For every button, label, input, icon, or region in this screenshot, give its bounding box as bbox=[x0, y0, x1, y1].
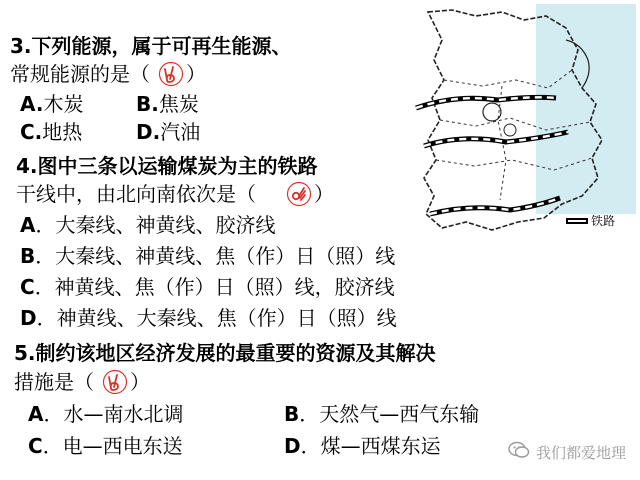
option-letter: A bbox=[20, 213, 36, 237]
q4-option-d bbox=[20, 308, 397, 328]
q5-option-a bbox=[28, 404, 183, 424]
option-text: 地热 bbox=[42, 120, 83, 144]
option-letter: A bbox=[28, 402, 44, 426]
railway-map-drawing bbox=[406, 0, 640, 246]
option-text: ．电—西电东送 bbox=[42, 434, 183, 458]
option-letter: D. bbox=[136, 120, 161, 144]
q4-stem-line2-end: ） bbox=[314, 182, 334, 206]
option-text: ．水—南水北调 bbox=[43, 402, 184, 426]
q4-option-b bbox=[20, 246, 395, 266]
q5-option-d bbox=[284, 436, 441, 456]
option-text: ．大秦线、神黄线、焦（作）日（照）线 bbox=[35, 244, 396, 268]
wechat-icon bbox=[508, 440, 530, 464]
q5-stem-line2-end: ） bbox=[130, 370, 150, 394]
option-text: 焦炭 bbox=[158, 92, 199, 116]
watermark-text: 我们都爱地理 bbox=[535, 443, 626, 462]
option-letter: A. bbox=[20, 92, 44, 116]
q3-option-c bbox=[20, 122, 82, 142]
option-text: ．天然气—西气东输 bbox=[299, 402, 480, 426]
q5-option-b bbox=[284, 404, 479, 424]
q4-stem-line1: 4.图中三条以运输煤炭为主的铁路 bbox=[16, 154, 318, 178]
option-text: 汽油 bbox=[160, 120, 201, 144]
option-letter: C bbox=[20, 275, 35, 299]
q4-option-c bbox=[20, 277, 395, 297]
source-watermark bbox=[508, 440, 626, 464]
q3-stem-line2-start: 常规能源的是（ bbox=[10, 62, 150, 86]
option-letter: D bbox=[284, 434, 301, 458]
q3-option-a bbox=[20, 94, 83, 114]
q3-stem-line1: 3.下列能源，属于可再生能源、 bbox=[10, 34, 292, 58]
q5-stem-line1: 5.制约该地区经济发展的最重要的资源及其解决 bbox=[14, 341, 436, 365]
railway-map bbox=[406, 0, 640, 246]
option-text: 木炭 bbox=[43, 92, 84, 116]
option-letter: D bbox=[20, 306, 37, 330]
legend-label: 铁路 bbox=[591, 214, 616, 228]
map-legend bbox=[566, 213, 615, 228]
option-letter: C bbox=[28, 434, 43, 458]
q4-stem-line2-start: 干线中，由北向南依次是（ bbox=[16, 182, 256, 206]
option-text: ．大秦线、神黄线、胶济线 bbox=[35, 213, 276, 237]
q3-stem-line2-end: ） bbox=[186, 62, 206, 86]
option-text: ．神黄线、大秦线、焦（作）日（照）线 bbox=[36, 306, 397, 330]
option-text: ．神黄线、焦（作）日（照）线，胶济线 bbox=[34, 275, 395, 299]
q5-option-c bbox=[28, 436, 183, 456]
q5-stem-line2-start: 措施是（ bbox=[14, 370, 94, 394]
q4-option-a bbox=[20, 215, 275, 235]
ok-hand-icon bbox=[286, 181, 312, 211]
victory-hand-icon bbox=[158, 61, 184, 91]
option-letter: B bbox=[20, 244, 36, 268]
victory-hand-icon bbox=[102, 369, 128, 399]
q3-option-b bbox=[136, 94, 199, 114]
option-letter: C. bbox=[20, 120, 43, 144]
option-text: ．煤—西煤东运 bbox=[300, 434, 441, 458]
option-letter: B. bbox=[136, 92, 159, 116]
q3-option-d bbox=[136, 122, 200, 142]
option-letter: B bbox=[284, 402, 300, 426]
